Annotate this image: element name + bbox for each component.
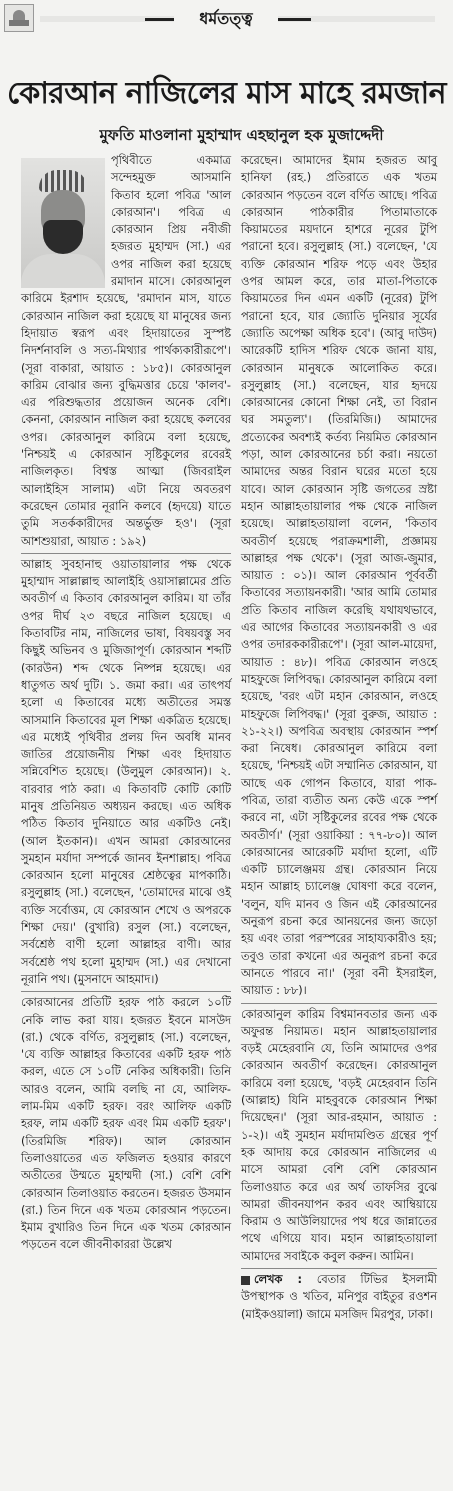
divider <box>21 553 231 554</box>
section-category: ধর্মতত্ত্ব <box>174 6 278 32</box>
paragraph: পৃথিবীতে একমাত্র সন্দেহমুক্ত আসমানি কিতাব হলো পবিত্র 'আল কোরআন'। পবিত্র এ কোরআন প্রিয় নবীজী হজরত মুহাম্মদ (সা.) এর ওপর নাজিল করা হয়েছে রমাদান মাসে। কোরআনুল কারিমে ইরশাদ হয়েছে, 'রমাদান মাস, যাতে কোরআন নাজিল করা হয়েছে যা মানুষের জন্য হিদায়াত স্বরূপ এবং হিদায়াতের সুস্পষ্ট নিদর্শনাবলি ও সত্য-মিথ্যার পার্থক্যকারীরূপে'। (সূরা বাকারা, আয়াত : ১৮৫)। কোরআনুল কারিম বোঝার জন্য বুদ্ধিমত্তার চেয়ে 'কালব'-এর পরিশুদ্ধতার প্রয়োজন অনেক বেশি। কেননা, কোরআন নাজিল করা হয়েছে কলবের ওপর। কোরআনুল কারিমে বলা হয়েছে, 'নিশ্চয়ই এ কোরআন সৃষ্টিকুলের রবেরই নাজিলকৃত। বিশ্বস্ত আত্মা (জিবরাইল আলাইহিস সালাম) এটা নিয়ে অবতরণ করেছেন তোমার নূরানি কলবে (হৃদয়ে) যাতে তুমি সতর্ককারীদের অন্তর্ভুক্ত হও'। (সূরা আশশুয়ারা, আয়াত : ১৯২) <box>21 154 231 548</box>
section-header <box>0 0 453 70</box>
header-rule-right <box>278 18 311 21</box>
bullet-square-icon <box>241 1276 250 1285</box>
paragraph: করেছেন। আমাদের ইমাম হজরত আবু হানিফা (রহ.) প্রতিরাতে এক খতম কোরআন পড়তেন বলে বর্ণিত আছে। পবিত্র কোরআন পাঠকারীর পিতামাতাকে কিয়ামতের ময়দানে হাশরে নূরের টুপি পরানো হবে। রসুলুল্লাহ (সা.) বলেছেন, 'যে ব্যক্তি কোরআন শরিফ পড়ে এবং উহার ওপর আমল করে, তার মাতা-পিতাকে কিয়ামতের দিন এমন একটি (নূরের) টুপি পরানো হবে, যার জ্যোতি দুনিয়ার সূর্যের জ্যোতি অপেক্ষা অধিক হবে'। (আবু দাউদ) আরেকটি হাদিস শরিফ থেকে জানা যায়, কোরআন মানুষকে আলোকিত করে। রসুলুল্লাহ (সা.) বলেছেন, যার হৃদয়ে কোরআনের কোনো শিক্ষা নেই, তা বিরান ঘর সমতুল্য'। (তিরমিজি।) আমাদের প্রত্যেকের অবশ্যই কর্তব্য নিয়মিত কোরআন পড়া, আল কোরআনের চর্চা করা। নয়তো আমাদের অন্তর বিরান ঘরের মতো হয়ে যাবে। আল কোরআন সৃষ্টি জগতের স্রষ্টা মহান আল্লাহতায়ালার পক্ষ থেকে নাজিল হয়েছে। আল্লাহতায়ালা বলেন, 'কিতাব অবতীর্ণ হয়েছে পরাক্রমশালী, প্রজ্ঞাময় আল্লাহর পক্ষ থেকে'। (সূরা আজ-জুমার, আয়াত : ০১)। আল কোরআন পূর্ববর্তী কিতাবের সত্যায়নকারী। 'আর আমি তোমার প্রতি কিতাব নাজিল করেছি যথাযথভাবে, এর আগের কিতাবের সত্যায়নকারী ও এর ওপর তদারককারীরূপে'। (সূরা আল-মায়েদা, আয়াত : ৪৮)। পবিত্র কোরআন লওহে মাহফুজে লিপিবদ্ধ। কোরআনুল কারিমে বলা হয়েছে, 'বরং এটা মহান কোরআন, লওহে মাহফুজে লিপিবদ্ধ।' (সূরা বুরুজ, আয়াত : ২১-২২।) অপবিত্র অবস্থায় কোরআন স্পর্শ করা নিষেধ। কোরআনুল কারিমে বলা হয়েছে, 'নিশ্চয়ই এটা সম্মানিত কোরআন, যা আছে এক গোপন কিতাবে, যারা পাক-পবিত্র, তারা ব্যতীত অন্য কেউ একে স্পর্শ করবে না, এটা সৃষ্টিকুলের রবের পক্ষ থেকে অবতীর্ণ।' (সূরা ওয়াকিয়া : ৭৭-৮০)। আল কোরআনের আরেকটি মর্যাদা হলো, এটি একটি চ্যালেঞ্জময় গ্রন্থ। কোরআন নিয়ে মহান আল্লাহ চ্যালেঞ্জ ঘোষণা করে বলেন, 'বলুন, যদি মানব ও জিন এই কোরআনের অনুরূপ রচনা করে আনয়নের জন্য জড়ো হয় এবং তারা পরস্পরের সাহায্যকারীও হয়; তবুও তারা কখনো এর অনুরূপ রচনা করে আনতে পারবে না।' (সূরা বনী ইসরাইল, আয়াত : ৮৮)। <box>241 154 437 998</box>
article-column-left <box>21 152 231 1254</box>
header-rule-left <box>145 18 174 21</box>
paragraph: কোরআনের প্রতিটি হরফ পাঠ করলে ১০টি নেকি লাভ করা যায়। হজরত ইবনে মাসউদ (রা.) থেকে বর্ণিত, রসুলুল্লাহ (সা.) বলেছেন, 'যে ব্যক্তি আল্লাহর কিতাবের একটি হরফ পাঠ করল, এতে সে ১০টি নেকির অধিকারী। তিনি আরও বলেন, আমি বলছি না যে, আলিফ-লাম-মিম একটি হরফ। বরং আলিফ একটি হরফ, লাম একটি হরফ এবং মিম একটি হরফ'। (তিরমিজি শরিফ)। আল কোরআন তিলাওয়াতের এত ফজিলত হওয়ার কারণে অতীতের উম্মতে মুহাম্মদী (সা.) বেশি বেশি কোরআন তিলাওয়াত করতেন। হজরত উসমান (রা.) তিন দিনে এক খতম কোরআন পড়তেন। ইমাম বুখারিও তিন দিনে এক খতম কোরআন পড়তেন বলে জীবনীকাররা উল্লেখ <box>21 996 231 1252</box>
article-headline: কোরআন নাজিলের মাস মাহে রমজান <box>7 76 446 111</box>
paragraph: আল্লাহ সুবহানাহু ওয়াতায়ালার পক্ষ থেকে মুহাম্মাদ সাল্লাল্লাহু আলাইহি ওয়াসাল্লামের প্রতি অবতীর্ণ এ কিতাব কোরআনুল কারিম। যা তাঁর ওপর দীর্ঘ ২৩ বছরে নাজিল হয়েছে। এ কিতাবটির নাম, নাজিলের ভাষা, বিষয়বস্তু সব কিছুই অভিনব ও মুজিজাপূর্ণ। কোরআন শব্দটি (কারউন) শব্দ থেকে নিষ্পন্ন হয়েছে। এর ধাতুগত অর্থ দুটি। ১. জমা করা। এর তাৎপর্য হলো এ কিতাবের মধ্যে অতীতের সমস্ত আসমানি কিতাবের মূল শিক্ষা একত্রিত হয়েছে। এর মধ্যেই পৃথিবীর প্রলয় দিন অবধি মানব জাতির প্রয়োজনীয় শিক্ষা এবং হিদায়াত সন্নিবেশিত হয়েছে। (উলুমুল কোরআন)। ২. বারবার পাঠ করা। এ কিতাবটি কোটি কোটি মানুষ প্রতিনিয়ত অধ্যয়ন করছে। এত অধিক পঠিত কিতাব দুনিয়াতে আর একটিও নেই। (আল ইতকান)। এখন আমরা কোরআনের সুমহান মর্যাদা সম্পর্কে জানব ইনশাল্লাহ। পবিত্র কোরআন হলো মানুষের শ্রেষ্ঠত্বের মাপকাঠি। রসুলুল্লাহ (সা.) বলেছেন, 'তোমাদের মাঝে ওই ব্যক্তি সর্বোত্তম, যে কোরআন শেখে ও অপরকে শিক্ষা দেয়।' (বুখারি) রসুল (সা.) বলেছেন, সর্বশ্রেষ্ঠ বাণী হলো আল্লাহর বাণী। আর সর্বশ্রেষ্ঠ পথ হলো মুহাম্মদ (সা.) এর দেখানো নূরানি পথ। (মুসনাদে আহমাদ।) <box>21 557 231 986</box>
article-byline: মুফতি মাওলানা মুহাম্মাদ এহছানুল হক মুজাদ্দেদী <box>99 126 384 144</box>
author-label: লেখক : <box>254 1273 302 1286</box>
mosque-logo-icon <box>4 4 34 32</box>
author-note <box>241 1271 437 1323</box>
divider <box>241 1268 437 1269</box>
author-photo <box>21 158 105 288</box>
divider <box>241 1003 437 1004</box>
article-column-right <box>241 152 437 1323</box>
divider <box>21 991 231 992</box>
author-description: বেতার টিভির ইসলামী উপস্থাপক ও খতিব, মনিপুর বাইতুর রওশন (মাইকওয়ালা) জামে মসজিদ মিরপুর, ঢাকা। <box>241 1273 437 1321</box>
paragraph: কোরআনুল কারিম বিশ্বমানবতার জন্য এক অফুরন্ত নিয়ামত। মহান আল্লাহতায়ালার বড়ই মেহেরবানি যে, তিনি আমাদের ওপর কোরআন অবতীর্ণ করেছেন। কোরআনুল কারিমে বলা হয়েছে, 'বড়ই মেহেরবান তিনি (আল্লাহ) যিনি মাহবুবকে কোরআন শিক্ষা দিয়েছেন।' (সূরা আর-রহমান, আয়াত : ১-২)। এই সুমহান মর্যাদামণ্ডিত গ্রন্থের পূর্ণ হক আদায় করে কোরআন নাজিলের এ মাসে আমরা বেশি বেশি কোরআন তিলাওয়াত করে এর অর্থ তাফসির বুঝে আমরা জীবনযাপন করব এবং আম্বিয়ায়ে কিরাম ও আউলিয়াদের পথ ধরে জান্নাতের পথে এগিয়ে যাব। মহান আল্লাহতায়ালা আমাদের সবাইকে কবুল করুন। আমিন। <box>241 1007 437 1263</box>
